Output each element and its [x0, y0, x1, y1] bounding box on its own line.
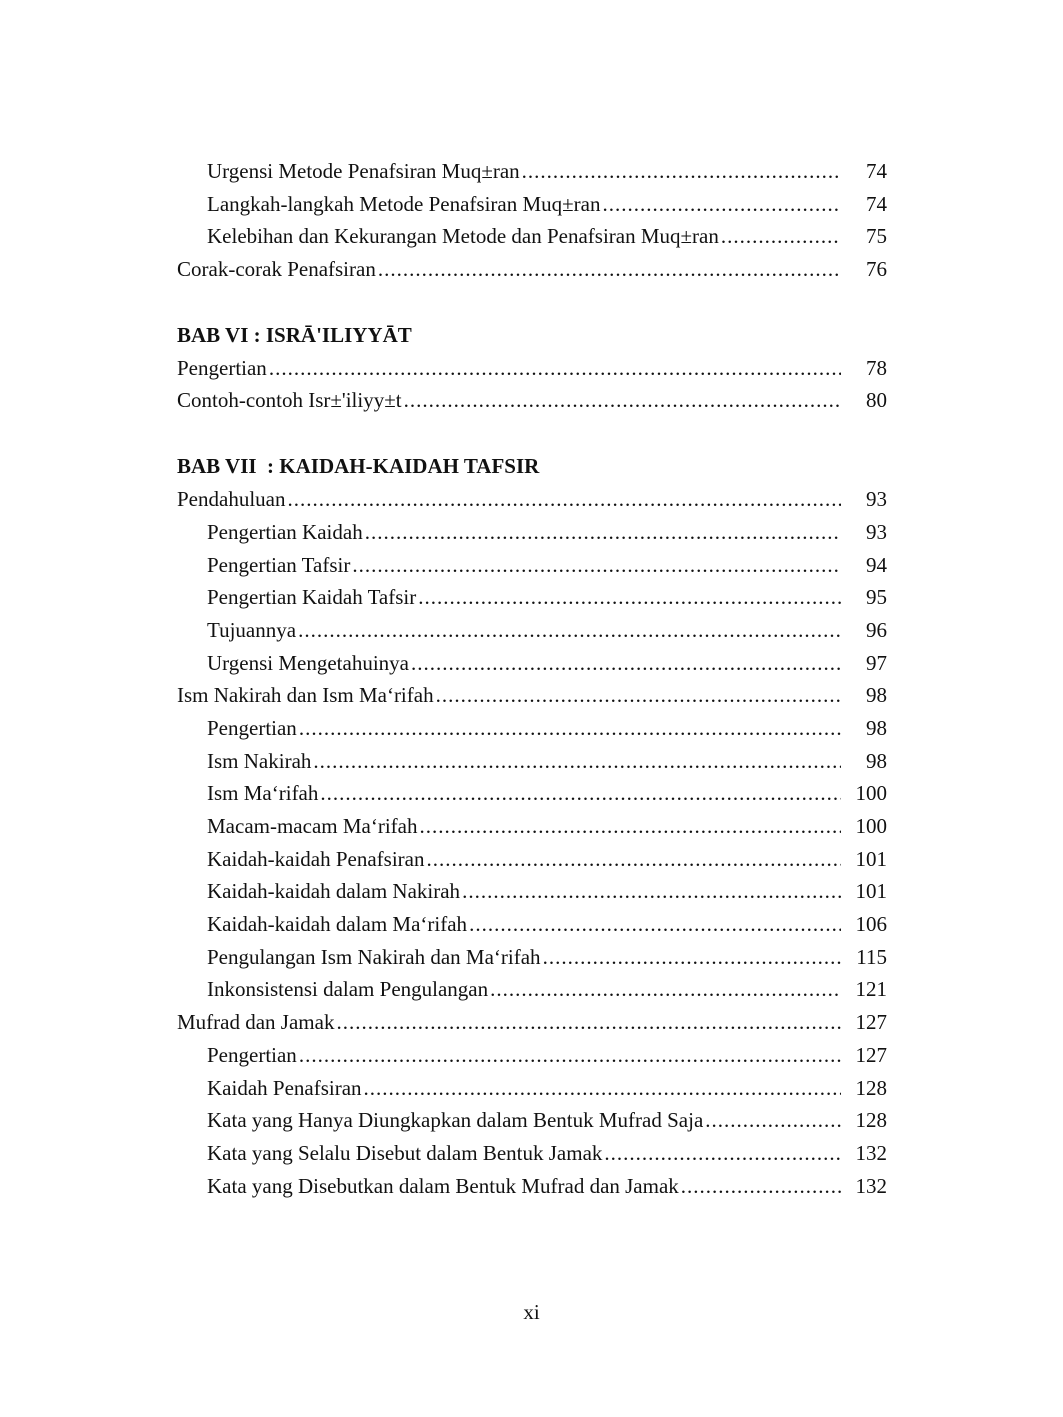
- toc-entry: [177, 1170, 887, 1203]
- section-gap: [177, 417, 887, 450]
- toc-entry-page-number: 132: [855, 1173, 887, 1198]
- toc-entry: [177, 483, 887, 516]
- dot-leader: [411, 647, 841, 680]
- toc-entry: [177, 777, 887, 810]
- toc-entry: [177, 1072, 887, 1105]
- dot-leader: [705, 1104, 841, 1137]
- toc-entry: [177, 220, 887, 253]
- toc-entry-page-number: 74: [866, 159, 887, 183]
- toc-entry-title: Kelebihan dan Kekurangan Metode dan Penafsiran Muq±ran: [207, 224, 719, 249]
- toc-entry-title: Kata yang Disebutkan dalam Bentuk Mufrad dan Jamak: [207, 1173, 679, 1198]
- toc-entry: [177, 614, 887, 647]
- toc-entry-title: Pengertian: [207, 715, 297, 740]
- toc-entry: [177, 549, 887, 582]
- toc-entry-page-number: 128: [855, 1075, 887, 1100]
- toc-entry: [177, 1039, 887, 1072]
- toc-entry-page-number: 93: [866, 519, 887, 544]
- toc-entry: [177, 679, 887, 712]
- toc-entry-page-number: 97: [866, 650, 887, 675]
- dot-leader: [604, 1137, 841, 1170]
- dot-leader: [602, 188, 841, 221]
- dot-leader: [436, 679, 841, 712]
- toc-entry-title: Ism Nakirah dan Ism Ma‘rifah: [177, 683, 434, 708]
- toc-entry-title: Pengertian Tafsir: [207, 552, 351, 577]
- toc-entry: [177, 1137, 887, 1170]
- dot-leader: [681, 1170, 841, 1203]
- toc-entry: [177, 745, 887, 778]
- section-gap: [177, 286, 887, 319]
- toc-entry-title: Kata yang Selalu Disebut dalam Bentuk Jamak: [207, 1140, 603, 1165]
- dot-leader: [543, 941, 841, 974]
- toc-entry: [177, 155, 887, 188]
- toc-entry-title: Pendahuluan: [177, 487, 286, 512]
- toc-entry: [177, 516, 887, 549]
- toc-entry-page-number: 98: [866, 683, 887, 708]
- toc-entry-title: Mufrad dan Jamak: [177, 1010, 335, 1035]
- toc-entry-title: Langkah-langkah Metode Penafsiran Muq±ran: [207, 191, 601, 216]
- dot-leader: [298, 614, 841, 647]
- toc-entry-page-number: 94: [866, 552, 887, 577]
- toc-entry-title: Kaidah-kaidah Penafsiran: [207, 846, 425, 871]
- toc-entry-title: Urgensi Mengetahuinya: [207, 650, 409, 675]
- dot-leader: [378, 253, 841, 286]
- toc-entry: [177, 647, 887, 680]
- toc-entry-page-number: 78: [866, 355, 887, 380]
- toc-entry-title: Corak-corak Penafsiran: [177, 257, 376, 282]
- toc-entry-page-number: 115: [856, 944, 887, 969]
- toc-entry: [177, 352, 887, 385]
- page-number-footer: xi: [523, 1300, 540, 1324]
- dot-leader: [721, 220, 841, 253]
- toc-group-top: [177, 155, 887, 286]
- toc-entry-title: Ism Ma‘rifah: [207, 781, 319, 806]
- toc-entry-page-number: 96: [866, 617, 887, 642]
- dot-leader: [299, 712, 841, 745]
- toc-entry-page-number: 74: [866, 191, 887, 216]
- toc-entry-page-number: 80: [866, 388, 887, 413]
- toc-entry-page-number: 101: [855, 846, 887, 871]
- toc-entry-page-number: 106: [855, 912, 887, 937]
- toc-entry-page-number: 75: [866, 224, 887, 249]
- toc-entry-page-number: 121: [855, 977, 887, 1002]
- toc-entry-page-number: 127: [855, 1042, 887, 1067]
- toc-entry-title: Contoh-contoh Isr±'iliyy±t: [177, 388, 402, 413]
- toc-group-bab-vii: [177, 483, 887, 1202]
- dot-leader: [336, 1006, 841, 1039]
- toc-entry-title: Pengertian Kaidah: [207, 519, 363, 544]
- toc-entry-page-number: 101: [855, 879, 887, 904]
- toc-entry: [177, 941, 887, 974]
- toc-entry-title: Ism Nakirah: [207, 748, 312, 773]
- dot-leader: [490, 973, 841, 1006]
- chapter-heading-bab-vi: BAB VI : ISRĀ'ILIYYĀT: [177, 322, 412, 347]
- dot-leader: [287, 483, 841, 516]
- dot-leader: [522, 155, 841, 188]
- toc-entry-page-number: 132: [855, 1140, 887, 1165]
- toc-entry: [177, 581, 887, 614]
- toc-entry-title: Kaidah Penafsiran: [207, 1075, 362, 1100]
- toc-entry-page-number: 98: [866, 715, 887, 740]
- toc-entry: [177, 712, 887, 745]
- toc-entry-title: Tujuannya: [207, 617, 297, 642]
- toc-entry-title: Kaidah-kaidah dalam Ma‘rifah: [207, 912, 468, 937]
- toc-entry-title: Pengertian: [207, 1042, 297, 1067]
- toc-entry-title: Kaidah-kaidah dalam Nakirah: [207, 879, 461, 904]
- dot-leader: [365, 516, 841, 549]
- dot-leader: [269, 352, 841, 385]
- dot-leader: [404, 384, 841, 417]
- dot-leader: [469, 908, 841, 941]
- toc-entry: [177, 1006, 887, 1039]
- toc-entry-page-number: 76: [866, 257, 887, 282]
- toc-entry: [177, 875, 887, 908]
- toc-entry-page-number: 98: [866, 748, 887, 773]
- chapter-heading-bab-vii: BAB VII : KAIDAH-KAIDAH TAFSIR: [177, 454, 540, 479]
- toc-entry-page-number: 95: [866, 585, 887, 610]
- dot-leader: [313, 745, 841, 778]
- toc-entry: [177, 973, 887, 1006]
- toc-entry-page-number: 100: [855, 781, 887, 806]
- toc-entry: [177, 384, 887, 417]
- toc-entry: [177, 188, 887, 221]
- dot-leader: [299, 1039, 841, 1072]
- toc-entry-page-number: 127: [855, 1010, 887, 1035]
- dot-leader: [462, 875, 841, 908]
- toc-entry-title: Pengertian Kaidah Tafsir: [207, 585, 417, 610]
- toc-entry-title: Kata yang Hanya Diungkapkan dalam Bentuk Mufrad Saja: [207, 1108, 704, 1133]
- toc-entry-page-number: 128: [855, 1108, 887, 1133]
- toc-entry-title: Pengertian: [177, 355, 267, 380]
- toc-entry: [177, 908, 887, 941]
- dot-leader: [352, 549, 841, 582]
- toc-entry: [177, 810, 887, 843]
- dot-leader: [320, 777, 841, 810]
- toc-entry-page-number: 100: [855, 814, 887, 838]
- dot-leader: [364, 1072, 841, 1105]
- toc-entry-title: Macam-macam Ma‘rifah: [207, 814, 418, 838]
- dot-leader: [418, 581, 841, 614]
- toc-entry-page-number: 93: [866, 487, 887, 512]
- table-of-contents: [177, 155, 887, 1202]
- dot-leader: [419, 810, 841, 843]
- toc-entry: [177, 253, 887, 286]
- toc-group-bab-vi: [177, 352, 887, 417]
- toc-entry-title: Pengulangan Ism Nakirah dan Ma‘rifah: [207, 944, 541, 969]
- toc-entry: [177, 1104, 887, 1137]
- dot-leader: [427, 843, 842, 876]
- toc-entry: [177, 843, 887, 876]
- toc-entry-title: Inkonsistensi dalam Pengulangan: [207, 977, 489, 1002]
- toc-entry-title: Urgensi Metode Penafsiran Muq±ran: [207, 159, 520, 183]
